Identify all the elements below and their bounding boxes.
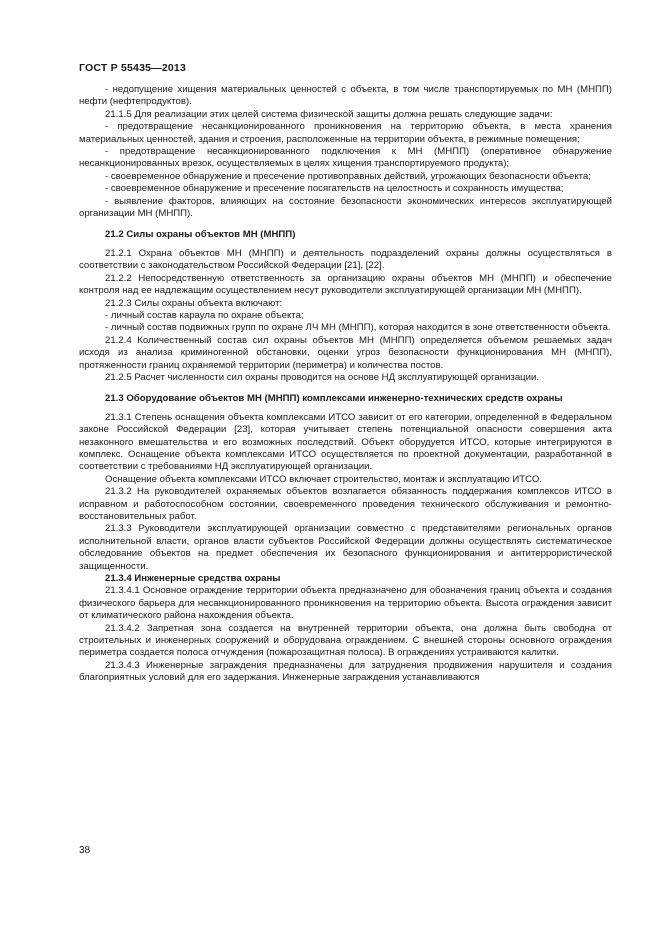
paragraph: - своевременное обнаружение и пресечение противоправных действий, угрожающих безопасности объекта;: [105, 170, 591, 182]
paragraph: 21.2.5 Расчет численности сил охраны проводится на основе НД эксплуатирующей организации.: [105, 371, 540, 383]
document-body: [79, 84, 612, 685]
paragraph: - личный состав караула по охране объекта;: [105, 309, 304, 321]
paragraph: Оснащение объекта комплексами ИТСО включает строительство, монтаж и эксплуатацию ИТСО.: [105, 473, 542, 485]
paragraph: - недопущение хищения материальных ценностей с объекта, в том числе транспортируемых по МН (МНПП) нефти (нефтепродуктов).: [79, 84, 612, 108]
section-heading: 21.3 Оборудование объектов МН (МНПП) комплексами инженерно-технических средств охраны: [105, 393, 563, 405]
paragraph: 21.3.4.3 Инженерные заграждения предназначены для затруднения продвижения нарушителя и создания благоприятных условий для его задержания. Инженерные заграждения устанавливаются: [79, 659, 612, 684]
paragraph: 21.2.2 Непосредственную ответственность за организацию охраны объектов МН (МНПП) и обеспечение контроля над ее надлежащим осуществлением несут руководители эксплуатирующей организации МН (МНПП).: [79, 272, 612, 297]
paragraph: 21.3.2 На руководителей охраняемых объектов возлагается обязанность поддержания комплексов ИТСО в исправном и работоспособном состоянии, своевременного проведения технического обслуживания и ремонтно-восстановительных работ.: [79, 486, 612, 522]
paragraph: 21.3.1 Степень оснащения объекта комплексами ИТСО зависит от его категории, определенной в Федеральном законе Российской Федерации [23], которая учитывает степень потенциальной опасности совершения акта незаконного вмешательства и его возможных последствий. Объект оборудуется ИТСО, которые интегрируются в комплекс. Оснащение объекта комплексами ИТСО осуществляется по проектной документации, разработанной в соответствии с требованиями НД эксплуатирующей организации.: [79, 411, 612, 473]
paragraph: - личный состав подвижных групп по охране ЛЧ МН (МНПП), которая находится в зоне ответственности объекта.: [105, 322, 611, 334]
page-number: 38: [79, 845, 91, 856]
paragraph: 21.2.4 Количественный состав сил охраны объектов МН (МНПП) определяется объемом решаемых задач исходя из анализа криминогенной обстановки, оценки угроз безопасности функционирования МН (МНПП), протяженности границ охраняемой территории (периметра) и количества постов.: [79, 334, 612, 371]
paragraph: 21.2.1 Охрана объектов МН (МНПП) и деятельность подразделений охраны должны осуществляться в соответствии с законодательством Российской Федерации [21], [22].: [79, 247, 612, 272]
paragraph: 21.1.5 Для реализации этих целей система физической защиты должна решать следующие задачи:: [105, 108, 553, 120]
paragraph: - предотвращение несанкционированного подключения к МН (МНПП) (оперативное обнаружение несанкционированных врезок, осуществляемых в целях хищения транспортируемого продукта);: [79, 146, 612, 170]
paragraph: 21.3.4.2 Запретная зона создается на внутренней территории объекта, она должна быть свободна от строительных и инженерных сооружений и оборудована ограждением. С внешней стороны основного ограждения периметра создается полоса отчуждения (пожарозащитная полоса). В ограждениях устраиваются калитки.: [79, 622, 612, 659]
paragraph: - своевременное обнаружение и пресечение посягательств на целостность и сохранность имущества;: [105, 183, 564, 195]
section-heading: 21.2 Силы охраны объектов МН (МНПП): [105, 229, 296, 241]
section-heading: 21.3.4 Инженерные средства охраны: [105, 573, 281, 585]
paragraph: 21.3.4.1 Основное ограждение территории объекта предназначено для обозначения границ объекта и создания физического барьера для несанкционированного проникновения на территорию объекта. Высота ограждения зависит от климатического района нахождения объекта.: [79, 585, 612, 622]
paragraph: - предотвращение несанкционированного проникновения на территорию объекта, в места хранения материальных ценностей, здания и строения, расположенные на территории объекта, в режимные помещения;: [79, 121, 612, 145]
standard-header: ГОСТ Р 55435—2013: [79, 62, 187, 74]
paragraph: 21.2.3 Силы охраны объекта включают:: [105, 297, 283, 309]
paragraph: - выявление факторов, влияющих на состояние безопасности экономических интересов эксплуатирующей организации МН (МНПП).: [79, 195, 612, 220]
paragraph: 21.3.3 Руководители эксплуатирующей организации совместно с представителями региональных органов исполнительной власти, органов власти субъектов Российской Федерации должны осуществлять систематическое обследование объектов на предмет обеспечения их безопасного функционирования и антитеррористической защищенности.: [79, 523, 612, 572]
